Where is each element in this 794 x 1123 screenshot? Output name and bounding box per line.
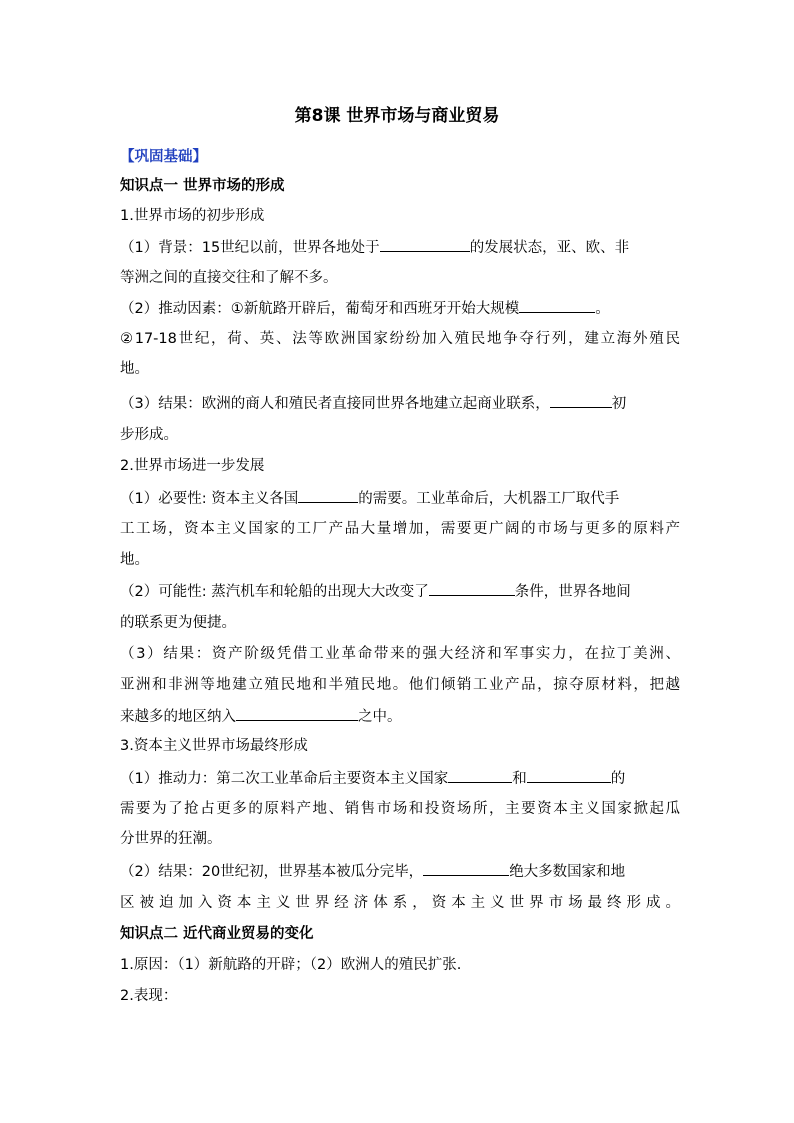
text: 和	[512, 771, 527, 787]
text: 之中。	[358, 709, 402, 725]
fill-in-blank[interactable]	[550, 393, 612, 408]
text: （1）背景：15世纪以前，世界各地处于	[120, 240, 380, 256]
item-3-heading: 3.资本主义世界市场最终形成	[120, 738, 308, 754]
text: （2）可能性: 蒸汽机车和轮船的出现大大改变了	[120, 584, 429, 600]
paragraph-line: ②17-18世纪，荷、英、法等欧洲国家纷纷加入殖民地争夺行列，建立海外殖民	[120, 331, 680, 347]
paragraph-line: （3）结果：资产阶级凭借工业革命带来的强大经济和军事实力，在拉丁美洲、	[120, 646, 680, 662]
fill-in-blank[interactable]	[423, 861, 509, 876]
text: （2）推动因素：①新航路开辟后，葡萄牙和西班牙开始大规模	[120, 301, 520, 317]
text: 的需要。工业革命后，大机器工厂取代手	[358, 491, 620, 507]
text: 。	[595, 301, 610, 317]
paragraph-line: 亚洲和非洲等地建立殖民地和半殖民地。他们倾销工业产品，掠夺原材料，把越	[120, 677, 680, 693]
paragraph-line	[120, 706, 680, 727]
knowledge-point-1-heading: 知识点一 世界市场的形成	[120, 178, 285, 194]
paragraph-line	[120, 237, 680, 258]
paragraph-line: 分世界的狂潮。	[120, 831, 222, 847]
text: （3）结果：欧洲的商人和殖民者直接同世界各地建立起商业联系，	[120, 396, 550, 412]
manifestation-line: 2.表现：	[120, 988, 178, 1004]
section-label: 【巩固基础】	[120, 149, 207, 165]
text: （1）推动力：第二次工业革命后主要资本主义国家	[120, 771, 449, 787]
paragraph-line: 区被迫加入资本主义世界经济体系，资本主义世界市场最终形成。	[120, 895, 680, 911]
fill-in-blank[interactable]	[519, 298, 595, 313]
fill-in-blank[interactable]	[236, 706, 358, 721]
text: 的发展状态，亚、欧、非	[469, 240, 630, 256]
item-1-heading: 1.世界市场的初步形成	[120, 208, 265, 224]
paragraph-line	[120, 581, 680, 602]
paragraph-line	[120, 768, 680, 789]
fill-in-blank[interactable]	[448, 768, 512, 783]
paragraph-line: 工工场，资本主义国家的工厂产品大量增加，需要更广阔的市场与更多的原料产	[120, 521, 680, 537]
text: 绝大多数国家和地	[509, 864, 626, 880]
paragraph-line: 需要为了抢占更多的原料产地、销售市场和投资场所，主要资本主义国家掀起瓜	[120, 801, 680, 817]
paragraph-line	[120, 298, 680, 319]
paragraph-line	[120, 488, 680, 509]
paragraph-line: 的联系更为便捷。	[120, 615, 236, 631]
paragraph-line: 等洲之间的直接交往和了解不多。	[120, 270, 338, 286]
fill-in-blank[interactable]	[298, 488, 358, 503]
paragraph-line	[120, 861, 680, 882]
fill-in-blank[interactable]	[527, 768, 611, 783]
fill-in-blank[interactable]	[429, 581, 515, 596]
knowledge-point-2-heading: 知识点二 近代商业贸易的变化	[120, 926, 314, 942]
cause-line: 1.原因：（1）新航路的开辟；（2）欧洲人的殖民扩张.	[120, 957, 462, 973]
lesson-title: 第8课 世界市场与商业贸易	[294, 106, 500, 126]
text: 的	[610, 771, 626, 787]
paragraph-line: 地。	[120, 361, 149, 377]
paragraph-line: 地。	[120, 552, 149, 568]
text: （2）结果：20世纪初，世界基本被瓜分完毕，	[120, 864, 424, 880]
paragraph-line	[120, 393, 680, 414]
paragraph-line: 步形成。	[120, 427, 178, 443]
text: （1）必要性: 资本主义各国	[120, 491, 299, 507]
text: 条件，世界各地间	[514, 584, 631, 600]
text: 来越多的地区纳入	[120, 709, 236, 725]
fill-in-blank[interactable]	[380, 237, 470, 252]
text: 初	[611, 396, 627, 412]
item-2-heading: 2.世界市场进一步发展	[120, 458, 265, 474]
